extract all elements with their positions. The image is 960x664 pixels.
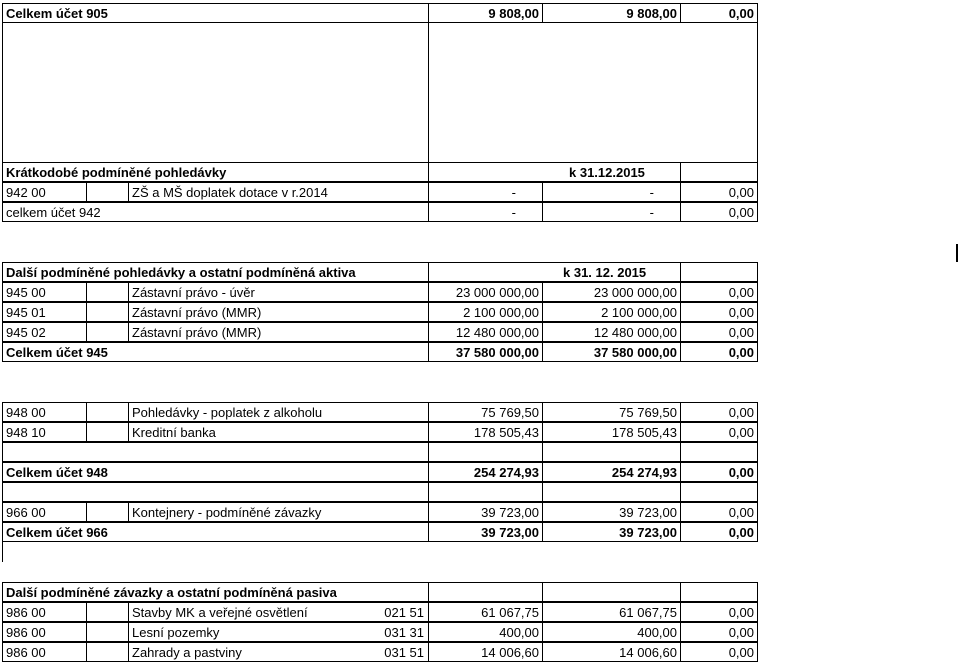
- value-c5: 0,00: [680, 622, 758, 642]
- section-986-header: [2, 582, 758, 602]
- table-row: [2, 642, 758, 662]
- account-code: 945 01: [2, 302, 86, 322]
- value-c4: -: [542, 182, 680, 202]
- empty-cell: [428, 582, 542, 602]
- value-c4: 61 067,75: [542, 602, 680, 622]
- total-value-c5: 0,00: [680, 202, 758, 222]
- value-c5: 0,00: [680, 402, 758, 422]
- table-row: [2, 402, 758, 422]
- empty-cell: [86, 302, 128, 322]
- header-date: k 31. 12. 2015: [563, 265, 647, 280]
- total-value-c5: 0,00: [680, 522, 758, 542]
- value-c3: 2 100 000,00: [428, 302, 542, 322]
- value-c5: 0,00: [680, 602, 758, 622]
- value-c3: 178 505,43: [428, 422, 542, 442]
- empty-cell: [428, 482, 542, 502]
- total-label: celkem účet 942: [2, 202, 428, 222]
- empty-cell: [542, 582, 680, 602]
- account-code: 986 00: [2, 602, 86, 622]
- empty-cell: [86, 182, 128, 202]
- table-row: [2, 502, 758, 522]
- total-value-c4: 9 808,00: [542, 3, 680, 23]
- total-row-966: [2, 522, 758, 542]
- value-c5: 0,00: [680, 282, 758, 302]
- empty-cell: [86, 642, 128, 662]
- empty-cell: [86, 422, 128, 442]
- value-c3: -: [428, 182, 542, 202]
- value-c4: 178 505,43: [542, 422, 680, 442]
- description: ZŠ a MŠ doplatek dotace v r.2014: [128, 182, 428, 202]
- description-cell: [128, 622, 428, 642]
- header-date-cell: [428, 162, 680, 182]
- value-c3: 61 067,75: [428, 602, 542, 622]
- value-c5: 0,00: [680, 502, 758, 522]
- value-c3: 400,00: [428, 622, 542, 642]
- value-c5: 0,00: [680, 182, 758, 202]
- section-title: Krátkodobé podmíněné pohledávky: [2, 162, 428, 182]
- total-value-c5: 0,00: [680, 462, 758, 482]
- value-c4: 23 000 000,00: [542, 282, 680, 302]
- total-row-948: [2, 462, 758, 482]
- empty-cell: [86, 282, 128, 302]
- value-c3: 23 000 000,00: [428, 282, 542, 302]
- empty-cell: [86, 622, 128, 642]
- empty-cell: [2, 482, 428, 502]
- total-value-c4: 37 580 000,00: [542, 342, 680, 362]
- empty-cell: [86, 502, 128, 522]
- description: Stavby MK a veřejné osvětlení: [132, 605, 308, 620]
- header-date-cell: [428, 262, 680, 282]
- value-c3: 75 769,50: [428, 402, 542, 422]
- value-c4: 75 769,50: [542, 402, 680, 422]
- description-cell: [128, 602, 428, 622]
- table-row: [2, 622, 758, 642]
- section-title: Další podmíněné pohledávky a ostatní podmíněná aktiva: [2, 262, 428, 282]
- total-row-905: [2, 3, 758, 23]
- total-value-c5: 0,00: [680, 3, 758, 23]
- value-c4: 2 100 000,00: [542, 302, 680, 322]
- description: Zástavní právo - úvěr: [128, 282, 428, 302]
- sub-account: 031 31: [384, 625, 424, 640]
- value-c4: 12 480 000,00: [542, 322, 680, 342]
- account-code: 986 00: [2, 642, 86, 662]
- empty-cell: [86, 402, 128, 422]
- total-value-c4: 254 274,93: [542, 462, 680, 482]
- total-label: Celkem účet 905: [2, 3, 428, 23]
- description: Zástavní právo (MMR): [128, 302, 428, 322]
- total-row-942: [2, 202, 758, 222]
- empty-cell: [680, 162, 758, 182]
- text-cursor: [956, 244, 958, 262]
- description-cell: [128, 642, 428, 662]
- section-945-header: [2, 262, 758, 282]
- description: Pohledávky - poplatek z alkoholu: [128, 402, 428, 422]
- table-row: [2, 302, 758, 322]
- value-c4: 14 006,60: [542, 642, 680, 662]
- empty-cell: [680, 442, 758, 462]
- total-value-c3: 37 580 000,00: [428, 342, 542, 362]
- sub-account: 031 51: [384, 645, 424, 660]
- empty-row: [2, 482, 758, 502]
- total-label: Celkem účet 966: [2, 522, 428, 542]
- empty-cell: [680, 262, 758, 282]
- section-title: Další podmíněné závazky a ostatní podmíněná pasiva: [2, 582, 428, 602]
- mid-border-line: [428, 23, 429, 163]
- empty-cell: [86, 322, 128, 342]
- section-942-header: [2, 162, 758, 182]
- account-code: 948 00: [2, 402, 86, 422]
- account-code: 945 02: [2, 322, 86, 342]
- value-c5: 0,00: [680, 322, 758, 342]
- value-c5: 0,00: [680, 422, 758, 442]
- account-code: 948 10: [2, 422, 86, 442]
- total-value-c4: -: [542, 202, 680, 222]
- table-row: [2, 322, 758, 342]
- table-row: [2, 422, 758, 442]
- value-c3: 39 723,00: [428, 502, 542, 522]
- sub-account: 021 51: [384, 605, 424, 620]
- value-c4: 400,00: [542, 622, 680, 642]
- right-border-line: [757, 23, 758, 163]
- left-border-line: [2, 23, 3, 163]
- empty-cell: [680, 482, 758, 502]
- empty-cell: [428, 442, 542, 462]
- value-c5: 0,00: [680, 302, 758, 322]
- empty-row: [2, 442, 758, 462]
- total-value-c3: 39 723,00: [428, 522, 542, 542]
- description: Zahrady a pastviny: [132, 645, 242, 660]
- total-value-c4: 39 723,00: [542, 522, 680, 542]
- table-row: [2, 182, 758, 202]
- description: Kontejnery - podmíněné závazky: [128, 502, 428, 522]
- empty-cell: [542, 482, 680, 502]
- value-c3: 14 006,60: [428, 642, 542, 662]
- left-border-line: [2, 542, 3, 562]
- total-value-c3: 9 808,00: [428, 3, 542, 23]
- header-date: k 31.12.2015: [569, 165, 645, 180]
- total-label: Celkem účet 948: [2, 462, 428, 482]
- description: Zástavní právo (MMR): [128, 322, 428, 342]
- total-value-c5: 0,00: [680, 342, 758, 362]
- value-c3: 12 480 000,00: [428, 322, 542, 342]
- total-value-c3: -: [428, 202, 542, 222]
- total-row-945: [2, 342, 758, 362]
- description: Lesní pozemky: [132, 625, 220, 640]
- empty-cell: [2, 442, 428, 462]
- table-row: [2, 282, 758, 302]
- empty-cell: [680, 582, 758, 602]
- description: Kreditní banka: [128, 422, 428, 442]
- account-code: 986 00: [2, 622, 86, 642]
- empty-cell: [86, 602, 128, 622]
- total-value-c3: 254 274,93: [428, 462, 542, 482]
- account-code: 945 00: [2, 282, 86, 302]
- total-label: Celkem účet 945: [2, 342, 428, 362]
- account-code: 966 00: [2, 502, 86, 522]
- account-code: 942 00: [2, 182, 86, 202]
- value-c4: 39 723,00: [542, 502, 680, 522]
- value-c5: 0,00: [680, 642, 758, 662]
- table-row: [2, 602, 758, 622]
- empty-cell: [542, 442, 680, 462]
